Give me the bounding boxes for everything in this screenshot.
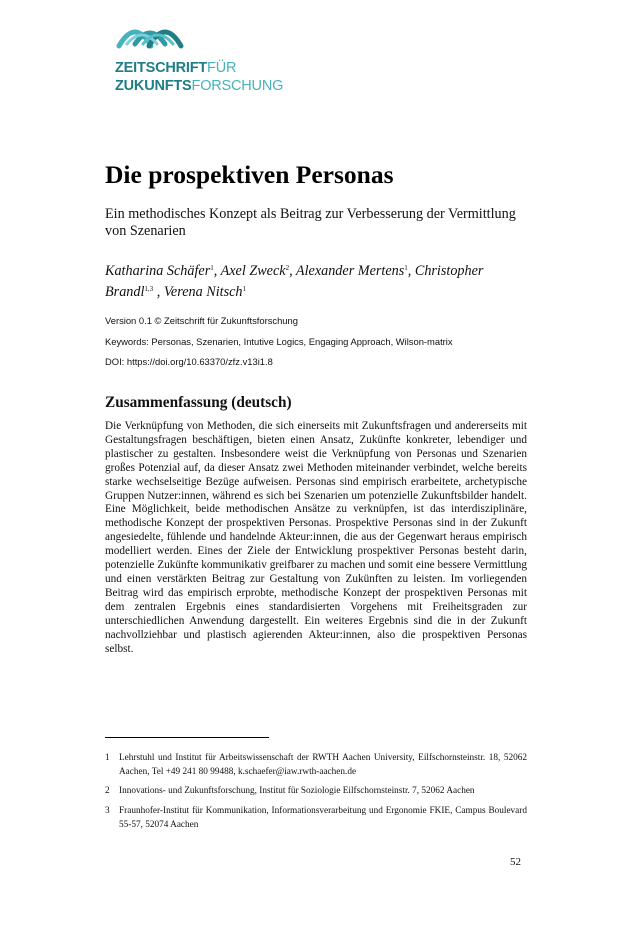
footnotes xyxy=(105,751,527,837)
author-affiliation: 2 xyxy=(285,264,290,272)
footnote xyxy=(105,804,527,832)
author-name: Verena Nitsch xyxy=(163,284,243,300)
author-name: Axel Zweck xyxy=(220,263,286,279)
author-separator: , xyxy=(213,263,221,279)
author-affiliation: 1 xyxy=(242,285,246,293)
footnote-text: Lehrstuhl und Institut für Arbeitswissenschaft der RWTH Aachen University, Eilfschornsteinstr. 18, 52062 Aachen, Tel +49 241 80 99488, k.schaefer@iaw.rwth-aachen.de xyxy=(119,753,527,778)
abstract-heading: Zusammenfassung (deutsch) xyxy=(105,394,292,411)
keywords-line: Keywords: Personas, Szenarien, Intutive Logics, Engaging Approach, Wilson-matrix xyxy=(105,336,453,347)
logo-text-fuer: FÜR xyxy=(207,60,237,76)
footnote-text: Fraunhofer-Institut für Kommunikation, Informationsverarbeitung und Ergonomie FKIE, Campus Boulevard 55-57, 52074 Aachen xyxy=(119,805,527,830)
author-separator: , xyxy=(407,263,415,279)
author-name: Christopher Brandl xyxy=(105,263,484,300)
author-affiliation: 1 xyxy=(210,264,214,272)
footnote-text: Innovations- und Zukunftsforschung, Institut für Soziologie Eilfschornsteinstr. 7, 52062 Aachen xyxy=(119,786,475,797)
author-separator: , xyxy=(289,263,296,279)
logo-text-zeitschrift: ZEITSCHRIFT xyxy=(115,60,208,76)
version-line: Version 0.1 © Zeitschrift für Zukunftsforschung xyxy=(105,315,298,326)
footnote-divider xyxy=(105,737,269,738)
footnote-number: 1 xyxy=(105,753,110,763)
abstract-text: Die Verknüpfung von Methoden, die sich einerseits mit Zukunftsfragen und andererseits mit Gestaltungsfragen beschäftigen, bieten einen Ansatz, Zukünfte konkreter, lebendiger und plastischer zu gestalten. Insbesondere weist die Verknüpfung von Personas und Szenarien großes Potenzial auf, da dieser Ansatz zwei Methoden miteinander verbindet, welche bereits starke wechselseitige Bezüge aufweisen. Personas sind empirisch erarbeitete, archetypische Gruppen Nutzer:innen, während es sich bei Szenarien um potenzielle Zukunftsbilder handelt. Eine Möglichkeit, beide methodischen Ansätze zu verknüpfen, ist das interdisziplinäre, methodische Konzept der prospektiven Personas. Prospektive Personas sind in der Zukunft angesiedelte, fühlende und handelnde Akteur:innen, die aus der Gegenwart heraus empirisch modelliert werden. Eines der Ziele der Entwicklung prospektiver Personas besteht darin, potenzielle Zukünfte kommunikativ greifbarer zu machen und somit eine bessere Vermittlung und einen verstärkten Beitrag zur Gestaltung von Zukünften zu leisten. Im vorliegenden Beitrag wird das empirisch erprobte, methodische Konzept der prospektiven Personas mit dem zentralen Ergebnis eines standardisierten Vorgehens mit Freiheitsgraden zur unterschiedlichen Anwendung dargestellt. Ein weiteres Ergebnis sind die in der Zukunft nachvollziehbar und plastisch agierenden Akteur:innen, also die prospektiven Personas selbst. xyxy=(105,420,527,655)
logo-text-line-2 xyxy=(115,78,283,94)
logo-text-forschung: FORSCHUNG xyxy=(191,78,284,94)
doi-link[interactable]: DOI: https://doi.org/10.63370/zfz.v13i1.8 xyxy=(105,356,273,367)
logo-text-line-1 xyxy=(115,60,236,76)
page-number: 52 xyxy=(510,856,521,868)
article-title: Die prospektiven Personas xyxy=(105,160,394,189)
author xyxy=(105,263,221,279)
journal-logo xyxy=(112,20,284,100)
author-name: Alexander Mertens xyxy=(295,263,405,279)
arches-logo-icon xyxy=(115,20,185,52)
logo-text-zukunfts: ZUKUNFTS xyxy=(115,78,192,94)
author-list xyxy=(105,259,535,301)
author-separator: , xyxy=(153,284,164,300)
author-affiliation: 1,3 xyxy=(144,285,154,293)
footnote xyxy=(105,784,527,798)
footnote-number: 3 xyxy=(105,805,110,816)
author xyxy=(164,284,246,300)
author-name: Katharina Schäfer xyxy=(105,263,211,279)
author xyxy=(221,263,296,279)
author-affiliation: 1 xyxy=(404,264,408,272)
article-subtitle: Ein methodisches Konzept als Beitrag zur Verbesserung der Vermittlung von Szenarien xyxy=(105,206,516,239)
author xyxy=(296,263,415,279)
footnote-number: 2 xyxy=(105,786,110,797)
footnote xyxy=(105,751,527,779)
